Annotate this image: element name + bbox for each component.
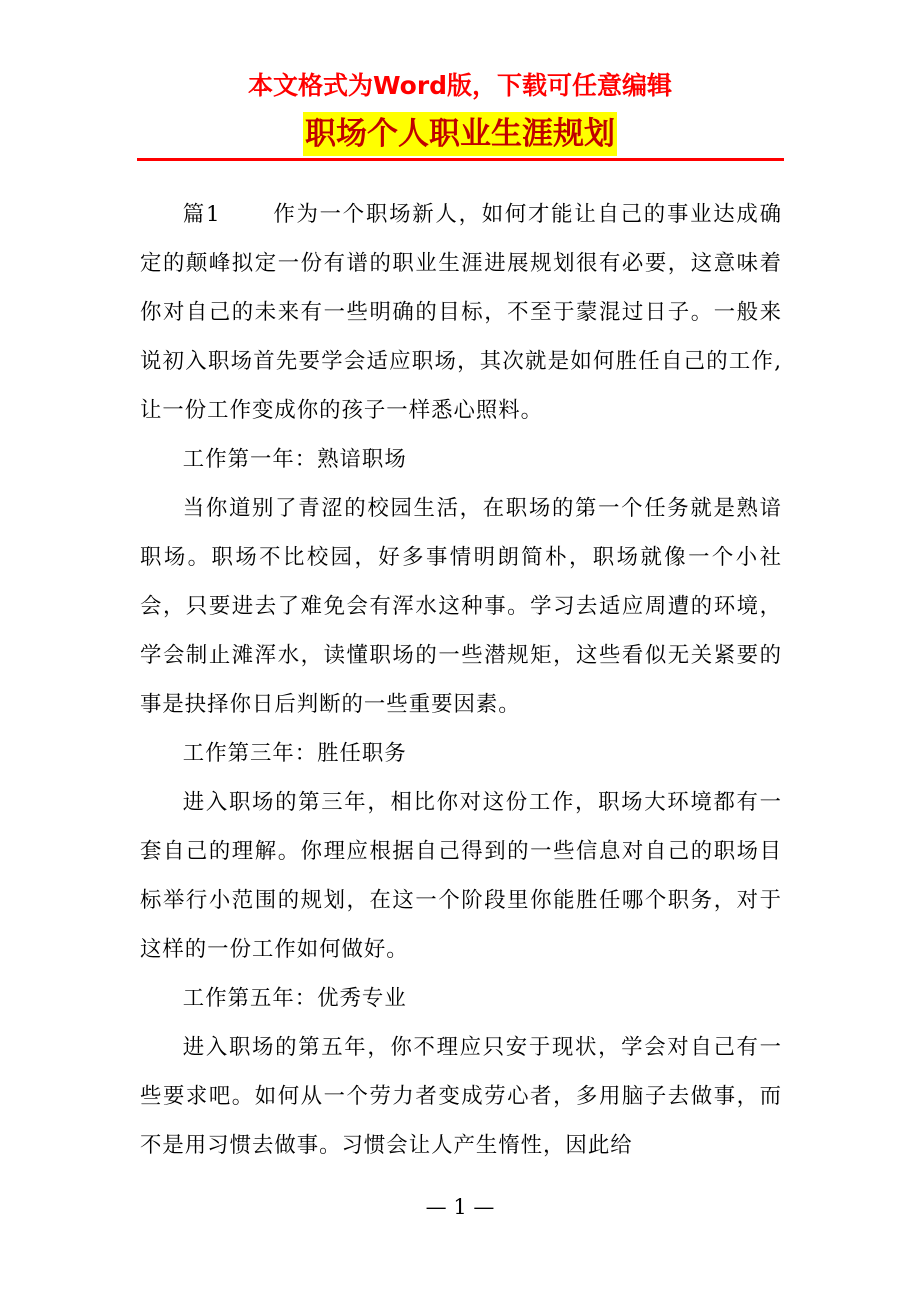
section-heading: 工作第一年：熟谙职场 <box>182 447 407 472</box>
section-heading: 工作第三年：胜任职务 <box>182 741 407 766</box>
document-body <box>140 190 782 1170</box>
format-notice: 本文格式为Word版，下载可任意编辑 <box>247 71 673 100</box>
paragraph <box>140 190 782 435</box>
paragraph: 当你道别了青涩的校园生活，在职场的第一个任务就是熟谙职场。职场不比校园，好多事情明朗简朴，职场就像一个小社会，只要进去了难免会有浑水这种事。学习去适应周遭的环境，学会制止滩浑水，读懂职场的一些潜规矩，这些看似无关紧要的事是抉择你日后判断的一些重要因素。 <box>140 496 782 717</box>
title-container <box>0 112 920 156</box>
paragraph: 进入职场的第三年，相比你对这份工作，职场大环境都有一套自己的理解。你理应根据自己得到的一些信息对自己的职场目标举行小范围的规划，在这一个阶段里你能胜任哪个职务，对于这样的一份工作如何做好。 <box>140 790 782 962</box>
title-underline-rule <box>137 158 784 161</box>
document-title: 职场个人职业生涯规划 <box>303 112 617 156</box>
paragraph: 进入职场的第五年，你不理应只安于现状，学会对自己有一些要求吧。如何从一个劳力者变成劳心者，多用脑子去做事，而不是用习惯去做事。习惯会让人产生惰性，因此给 <box>140 1035 782 1158</box>
paragraph-text: 作为一个职场新人，如何才能让自己的事业达成确定的颠峰拟定一份有谱的职业生涯进展规划很有必要，这意味着你对自己的未来有一些明确的目标，不至于蒙混过日子。一般来说初入职场首先要学会适应职场，其次就是如何胜任自己的工作,让一份工作变成你的孩子一样悉心照料。 <box>140 202 782 423</box>
page-number: — 1 — <box>425 1195 495 1219</box>
section-heading: 工作第五年：优秀专业 <box>182 986 407 1011</box>
section-label: 篇1 <box>182 202 221 227</box>
